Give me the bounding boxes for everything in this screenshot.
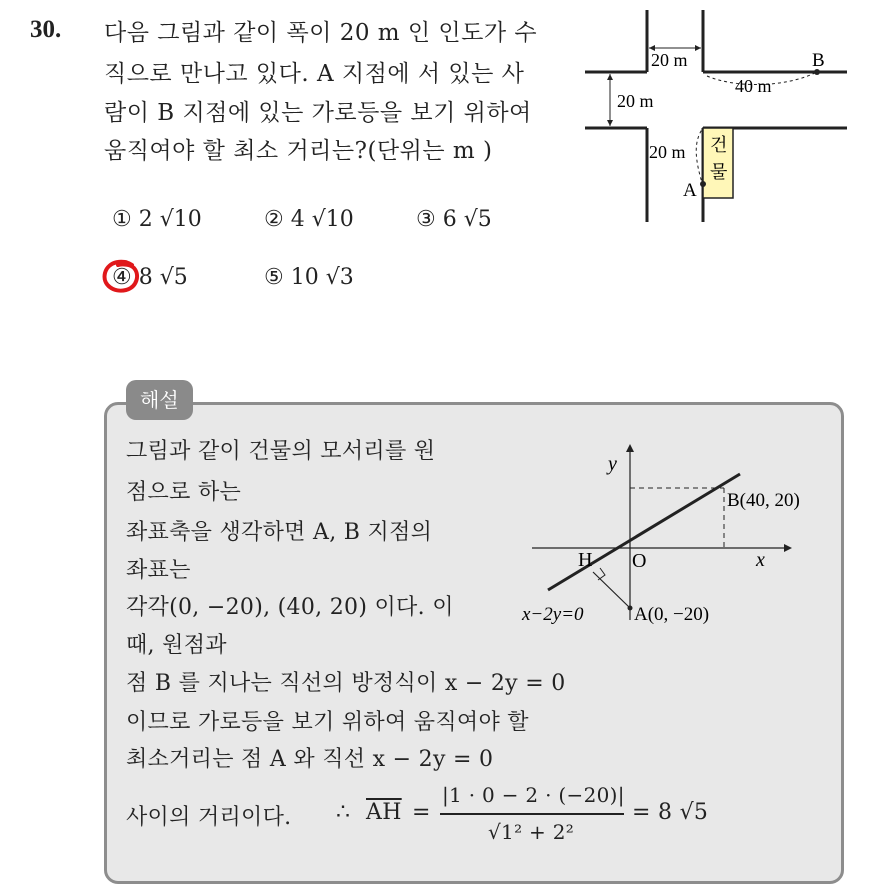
- choice-3[interactable]: [416, 207, 492, 232]
- question-line-4: 움직여야 할 최소 거리는?(단위는 m ): [104, 138, 493, 164]
- question-number: 30.: [30, 16, 62, 43]
- point-b-label: B: [812, 50, 825, 71]
- road-width-label: 20 m: [617, 91, 654, 111]
- distance-b-label: 40 m: [735, 76, 772, 96]
- solution-line-8: 이므로 가로등을 보기 위하여 움직여야 할: [126, 710, 529, 735]
- question-line-3: 람이 B 지점에 있는 가로등을 보기 위하여: [104, 100, 532, 126]
- choice-5-number: ⑤: [264, 265, 284, 290]
- y-axis-label: y: [608, 453, 617, 475]
- building-label-1: 건: [710, 135, 728, 156]
- x-axis-label: x: [756, 549, 765, 571]
- point-b-coord: B(40, 20): [727, 490, 800, 511]
- choice-3-number: ③: [416, 207, 436, 232]
- choice-1-text: 2 √10: [138, 207, 202, 232]
- choice-3-text: 6 √5: [442, 207, 492, 232]
- therefore-symbol: ∴: [336, 800, 351, 825]
- choice-4-text: 8 √5: [138, 265, 188, 290]
- origin-label: O: [632, 550, 647, 572]
- choice-2-text: 4 √10: [290, 207, 354, 232]
- side-width-label: 20 m: [649, 142, 686, 162]
- choice-2[interactable]: [264, 207, 354, 232]
- choice-1[interactable]: [112, 207, 202, 232]
- question-line-1: 다음 그림과 같이 폭이 20 m 인 인도가 수: [104, 20, 538, 46]
- choice-1-number: ①: [112, 207, 132, 232]
- coordinate-graph: [520, 440, 810, 630]
- solution-final-prefix: 사이의 거리이다.: [126, 805, 292, 830]
- solution-line-7: 점 B 를 지나는 직선의 방정식이 x − 2y = 0: [126, 671, 566, 696]
- solution-line-5: 각각(0, −20), (40, 20) 이다. 이: [126, 595, 454, 620]
- foot-h-label: H: [578, 549, 593, 571]
- question-line-2: 직으로 만나고 있다. A 지점에 서 있는 사: [104, 61, 525, 87]
- point-a-coord: A(0, −20): [634, 604, 710, 625]
- fraction-denominator: √1² + 2²: [488, 820, 575, 844]
- choice-2-number: ②: [264, 207, 284, 232]
- solution-line-1: 그림과 같이 건물의 모서리를 원: [126, 439, 436, 464]
- street-figure: [585, 10, 865, 225]
- solution-line-6: 때, 원점과: [126, 633, 227, 658]
- fraction-numerator: |1 · 0 − 2 · (−20)|: [442, 783, 625, 807]
- final-result: = 8 √5: [632, 800, 709, 825]
- answer-circle-mark: [102, 259, 142, 295]
- choice-5[interactable]: [264, 265, 354, 290]
- building-label-2: 물: [710, 162, 728, 183]
- solution-line-4: 좌표는: [126, 558, 191, 583]
- solution-line-9: 최소거리는 점 A 와 직선 x − 2y = 0: [126, 747, 494, 772]
- segment-ah: $\overline{AH}$: [366, 800, 402, 825]
- point-a-label: A: [683, 180, 697, 201]
- solution-line-2: 점으로 하는: [126, 480, 242, 505]
- choice-5-text: 10 √3: [290, 265, 354, 290]
- top-width-label: 20 m: [651, 50, 688, 70]
- solution-line-3: 좌표축을 생각하면 A, B 지점의: [126, 520, 433, 545]
- line-equation-label: x−2y=0: [522, 604, 584, 625]
- solution-tag: 해설: [126, 380, 193, 420]
- choice-4-number: ④: [112, 265, 132, 290]
- equals-sign: =: [412, 800, 431, 825]
- fraction-bar: [440, 813, 624, 815]
